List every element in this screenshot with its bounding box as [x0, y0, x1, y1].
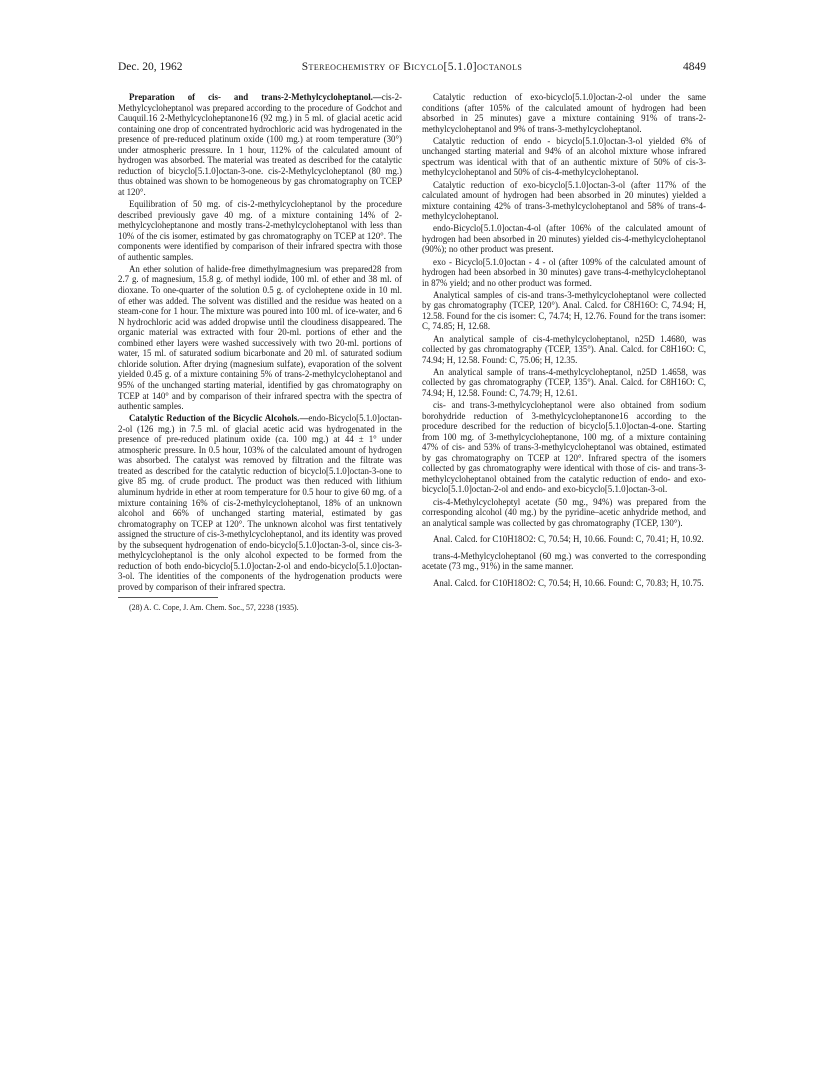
- running-title: Stereochemistry of Bicyclo[5.1.0]octanols: [301, 61, 523, 73]
- paragraph-text: endo-Bicyclo[5.1.0]octan-2-ol (126 mg.) in 7.5 ml. of glacial acetic acid was hydrogenated in the presence of pre-reduced platinum oxide (ca. 100 mg.) at 44 ± 1° under atmospheric pressure. In 0.5 hour, 103% of the calculated amount of hydrogen was absorbed. The catalyst was removed by filtration and the filtrate was treated as described for the catalytic reduction of bicyclo[5.1.0]octan-3-one to give 85 mg. of crude product. The product was then reduced with lithium aluminum hydride in ether at room temperature for 0.5 hour to give 60 mg. of a mixture containing 16% of cis-2-methylcycloheptanol, 18% of an unknown alcohol and 66% of unchanged starting material, estimated by gas chromatography on TCEP at 120°. The unknown alcohol was first tentatively assigned the structure of cis-3-methylcycloheptanol, and its identity was proved by the subsequent hydrogenation of endo-bicyclo[5.1.0]octan-3-ol, since cis-3-methylcycloheptanol is the only alcohol expected to be formed from the reduction of both endo-bicyclo[5.1.0]octan-2-ol and endo-bicyclo[5.1.0]octan-3-ol. The identities of the components of the hydrogenation products were proved by comparison of their infrared spectra.: [118, 413, 402, 592]
- paragraph-exo-4-ol: exo - Bicyclo[5.1.0]octan - 4 - ol (after 109% of the calculated amount of hydrogen had been absorbed in 30 minutes) gave trans-4-methylcycloheptanol in 87% yield; and no other product was formed.: [422, 256, 706, 288]
- footnote-rule: [118, 597, 218, 598]
- section-heading: Preparation of cis- and trans-2-Methylcycloheptanol.—: [129, 92, 382, 102]
- footnote: (28) A. C. Cope, J. Am. Chem. Soc., 57, 2238 (1935).: [129, 603, 299, 613]
- page-number: 4849: [683, 61, 706, 73]
- paragraph-trans-acetate: trans-4-Methylcycloheptanol (60 mg.) was converted to the corresponding acetate (73 mg., 91%) in the same manner.: [422, 550, 706, 572]
- paragraph-equilibration: Equilibration of 50 mg. of cis-2-methylcycloheptanol by the procedure described previously gave 40 mg. of a mixture containing 14% of 2-methylcycloheptanone and mostly trans-2-methylcycloheptanol with less than 10% of the cis isomer, estimated by gas chromatography on TCEP at 120°. The components were identified by comparison of their infrared spectra with those of authentic samples.: [118, 199, 402, 262]
- paragraph-text: cis-2-Methylcycloheptanol was prepared according to the procedure of Godchot and Cauquil.16 2-Methylcycloheptanone16 (92 mg.) in 5 ml. of glacial acetic acid containing one drop of concentrated hydrochloric acid was hydrogenated in the presence of pre-reduced platinum oxide (100 mg.) at room temperature (30°) under atmospheric pressure. In 1 hour, 112% of the calculated amount of hydrogen was absorbed. The material was treated as described for the catalytic reduction of bicyclo[5.1.0]octan-3-one. cis-2-Methylcycloheptanol (80 mg.) thus obtained was shown to be homogeneous by gas chromatography on TCEP at 120°.: [118, 92, 402, 197]
- right-column: [422, 92, 706, 588]
- paragraph-endo-4-ol: endo-Bicyclo[5.1.0]octan-4-ol (after 106% of the calculated amount of hydrogen had been absorbed in 20 minutes) yielded cis-4-methylcycloheptanol (90%); no other product was present.: [422, 223, 706, 255]
- paragraph-methylcycloheptanol-prep: [118, 92, 402, 197]
- paragraph-dimethylmagnesium: An ether solution of halide-free dimethylmagnesium was prepared28 from 2.7 g. of magnesium, 15.8 g. of methyl iodide, 100 ml. of ether and 38 ml. of dioxane. To one-quarter of the solution 0.5 g. of cycloheptene oxide in 10 ml. of ether was added. The solvent was distilled and the residue was heated on a steam-cone for 1 hour. The mixture was poured into 100 ml. of ice-water, and 6 N hydrochloric acid was added dropwise until the cloudiness disappeared. The organic material was extracted with four 20-ml. portions of ether and the combined ether layers were washed successively with two 20-ml. portions of water, 15 ml. of saturated sodium bicarbonate and 20 ml. of saturated sodium chloride solution. After drying (magnesium sulfate), evaporation of the solvent yielded 0.45 g. of a mixture containing 5% of trans-2-methylcycloheptanol and 95% of the unchanged starting material, identified by gas chromatography on TCEP at 140° and by comparison of their infrared spectra with the spectra of authentic samples.: [118, 263, 402, 412]
- paragraph-cis-acetate: cis-4-Methylcycloheptyl acetate (50 mg., 94%) was prepared from the corresponding alcohol (40 mg.) by the pyridine–acetic anhydride method, and an analytical sample was collected by gas chromatography (TCEP, 130°).: [422, 496, 706, 528]
- paragraph-analytical-cis-4: An analytical sample of cis-4-methylcycloheptanol, n25D 1.4680, was collected by gas chromatography (TCEP, 135°). Anal. Calcd. for C8H16O: C, 74.94; H, 12.58. Found: C, 75.06; H, 12.35.: [422, 333, 706, 365]
- paragraph-exo-2-ol: Catalytic reduction of exo-bicyclo[5.1.0]octan-2-ol under the same conditions (after 105% of the calculated amount of hydrogen had been absorbed in 25 minutes) gave a mixture containing 91% of trans-2-methylcycloheptanol and 9% of trans-3-methylcycloheptanol.: [422, 92, 706, 134]
- paragraph-catalytic-reduction: [118, 413, 402, 592]
- paragraph-analytical-3-methyl: Analytical samples of cis-and trans-3-methylcycloheptanol were collected by gas chromatography (TCEP, 120°). Anal. Calcd. for C8H16O: C, 74.94; H, 12.58. Found for the cis isomer: C, 74.74; H, 12.76. Found for the trans isomer: C, 74.85; H, 12.68.: [422, 289, 706, 332]
- paragraph-analytical-trans-4: An analytical sample of trans-4-methylcycloheptanol, n25D 1.4658, was collected by gas chromatography (TCEP, 135°). Anal. Calcd. for C8H16O: C, 74.94; H, 12.58. Found: C, 74.79; H, 12.61.: [422, 366, 706, 398]
- paragraph-anal-trans-acetate: Anal. Calcd. for C10H18O2: C, 70.54; H, 10.66. Found: C, 70.83; H, 10.75.: [433, 577, 704, 588]
- header-date: Dec. 20, 1962: [118, 61, 183, 73]
- left-column: [118, 92, 402, 613]
- paragraph-endo-3-ol: Catalytic reduction of endo - bicyclo[5.1.0]octan-3-ol yielded 6% of unchanged starting material and 94% of an alcohol mixture whose infrared spectrum was identical with that of an authentic mixture of 50% of cis-3-methylcycloheptanol and 50% of cis-4-methylcycloheptanol.: [422, 135, 706, 178]
- paragraph-anal-cis-acetate: Anal. Calcd. for C10H18O2: C, 70.54; H, 10.66. Found: C, 70.41; H, 10.92.: [433, 534, 704, 545]
- page-header: [118, 61, 706, 77]
- paragraph-exo-3-ol: Catalytic reduction of exo-bicyclo[5.1.0]octan-3-ol (after 117% of the calculated amount of hydrogen had been absorbed in 20 minutes) yielded a mixture containing 42% of trans-3-methylcycloheptanol and 58% of trans-4-methylcycloheptanol.: [422, 179, 706, 222]
- section-heading: Catalytic Reduction of the Bicyclic Alcohols.—: [129, 413, 309, 424]
- paragraph-borohydride: cis- and trans-3-methylcycloheptanol were also obtained from sodium borohydride reduction of 3-methylcycloheptanone16 according to the procedure described for the reduction of bicyclo[5.1.0]octan-4-one. Starting from 100 mg. of 3-methylcycloheptanone, 100 mg. of a mixture containing 47% of cis- and 53% of trans-3-methylcycloheptanol was obtained, estimated by gas chromatography on TCEP at 120°. Infrared spectra of the isomers collected by gas chromatography were identical with those of cis- and trans-3-methylcycloheptanol obtained from the catalytic reduction of endo- and exo-bicyclo[5.1.0]octan-2-ol and endo- and exo-bicyclo[5.1.0]octan-3-ol.: [422, 400, 706, 495]
